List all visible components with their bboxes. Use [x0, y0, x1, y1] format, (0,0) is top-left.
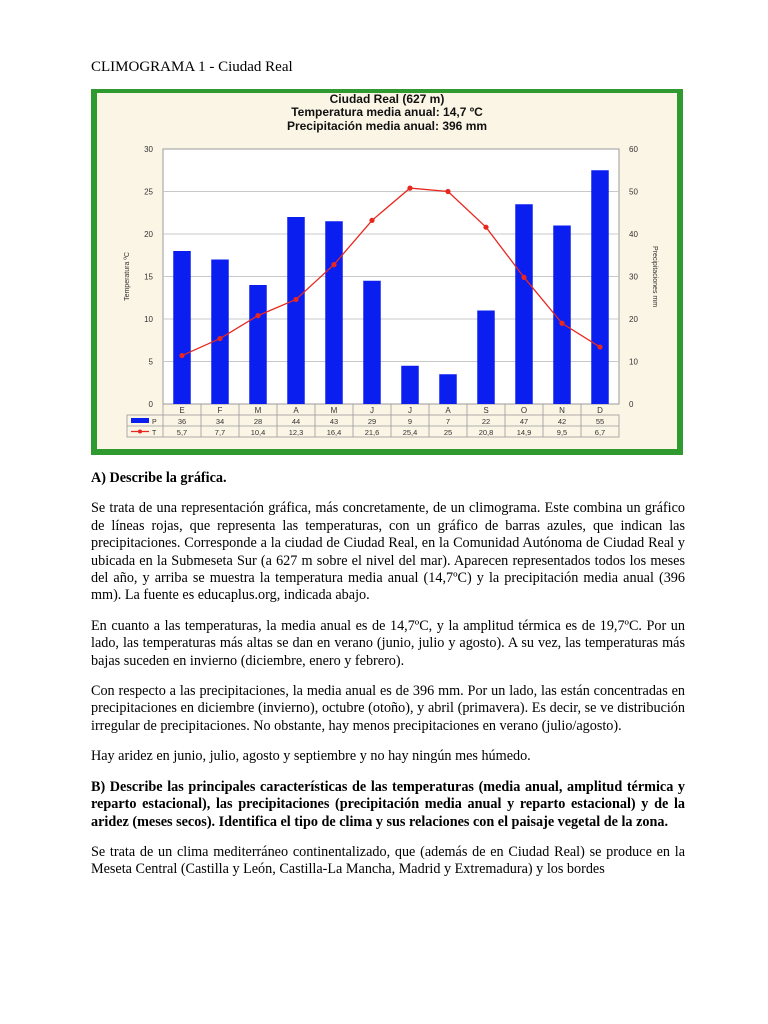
temperature-value-label: 5,7: [176, 428, 188, 437]
precipitation-value-label: 7: [445, 417, 451, 426]
climograph-svg: [97, 93, 677, 449]
temperature-point: [179, 353, 184, 358]
x-tick-label: E: [179, 406, 185, 415]
precipitation-value-label: 34: [215, 417, 225, 426]
precipitation-bar: [553, 226, 570, 405]
temperature-point: [445, 189, 450, 194]
precipitation-value-label: 44: [291, 417, 301, 426]
chart-title-line: Temperatura media anual: 14,7 ºC: [291, 105, 483, 119]
x-tick-label: M: [330, 406, 338, 415]
climograph: [97, 93, 677, 449]
temperature-value-label: 16,4: [326, 428, 342, 437]
legend-label: P: [152, 419, 157, 426]
temperature-value-label: 25,4: [402, 428, 418, 437]
precipitation-value-label: 36: [177, 417, 187, 426]
temperature-value-label: 21,6: [364, 428, 380, 437]
y-tick-label: 5: [148, 357, 153, 367]
precipitation-bar: [477, 311, 494, 405]
precipitation-value-label: 28: [253, 417, 263, 426]
temperature-value-label: 7,7: [214, 428, 226, 437]
y-tick-label: 30: [144, 145, 153, 154]
answer-paragraph: Se trata de un clima mediterráneo continentalizado, que (además de en Ciudad Real) se produce en la Meseta Central (Castilla y León, Castilla-La Mancha, Madrid y Extremadura) y los bordes: [91, 843, 685, 878]
x-tick-label: N: [559, 406, 565, 415]
temperature-value-label: 20,8: [478, 428, 494, 437]
temperature-point: [255, 313, 260, 318]
precipitation-value-label: 9: [407, 417, 413, 426]
y2-tick-label: 0: [629, 400, 634, 409]
y2-tick-label: 60: [629, 145, 638, 154]
legend-key-temperature-marker: [138, 430, 142, 434]
x-tick-label: J: [408, 406, 412, 415]
temperature-point: [597, 344, 602, 349]
document-heading: CLIMOGRAMA 1 - Ciudad Real: [91, 59, 293, 75]
y-tick-label: 25: [144, 187, 153, 197]
y-tick-label: 0: [148, 400, 153, 409]
temperature-point: [369, 218, 374, 223]
chart-title-line: Precipitación media anual: 396 mm: [286, 119, 488, 133]
temperature-value-label: 10,4: [250, 428, 266, 437]
precipitation-value-label: 43: [329, 417, 339, 426]
y2-tick-label: 10: [629, 357, 638, 367]
precipitation-value-label: 47: [519, 417, 529, 426]
temperature-point: [331, 262, 336, 267]
y2-tick-label: 40: [629, 230, 638, 239]
answer-paragraph: Con respecto a las precipitaciones, la media anual es de 396 mm. Por un lado, las están concentradas en precipitaciones en diciembre (invierno), octubre (otoño), y abril (primavera). Es decir, se ve distribución irregular de precipitaciones. No obstante, hay menos precipitaciones en verano (julio/agosto).: [91, 683, 685, 734]
temperature-point: [293, 297, 298, 302]
precipitation-bar: [515, 204, 532, 404]
question-heading: B) Describe las principales características de las temperaturas (media anual, amplitud térmica y reparto estacional), las precipitaciones (precipitación media anual y reparto estacional) y de la aridez (meses secos). Identifica el tipo de clima y sus relaciones con el paisaje vegetal de la zona.: [91, 778, 685, 830]
temperature-value-label: 6,7: [594, 428, 606, 437]
precipitation-bar: [287, 217, 304, 404]
precipitation-bar: [401, 366, 418, 404]
precipitation-bar: [211, 260, 228, 405]
precipitation-value-label: 29: [367, 417, 377, 426]
y-tick-label: 15: [144, 272, 153, 282]
answer-paragraph: Se trata de una representación gráfica, más concretamente, de un climograma. Este combina un gráfico de líneas rojas, que representa las temperaturas, con un gráfico de barras azules, que indican las precipitaciones. Corresponde a la ciudad de Ciudad Real, en la Comunidad Autónoma de Ciudad Real y ubicada en la Submeseta Sur (a 627 m sobre el nivel del mar). Aparecen representados todos los meses del año, y arriba se muestra la temperatura media anual (14,7ºC) y la precipitación media anual (396 mm). La fuente es educaplus.org, indicada abajo.: [91, 500, 685, 604]
precipitation-value-label: 55: [595, 417, 605, 426]
y-axis-label: Temperatura ºC: [124, 252, 131, 301]
y2-tick-label: 20: [629, 315, 638, 324]
temperature-value-label: 25: [443, 428, 453, 437]
x-tick-label: F: [217, 406, 223, 415]
answer-paragraph: Hay aridez en junio, julio, agosto y septiembre y no hay ningún mes húmedo.: [91, 748, 531, 765]
y-tick-label: 20: [144, 230, 153, 239]
precipitation-bar: [363, 281, 380, 404]
chart-title-line: Ciudad Real (627 m): [329, 93, 445, 106]
temperature-point: [217, 336, 222, 341]
x-tick-label: O: [520, 406, 528, 415]
y2-axis-label: Precipitaciones mm: [651, 245, 658, 308]
document-body: [91, 470, 685, 892]
x-tick-label: D: [597, 406, 603, 415]
temperature-point: [483, 225, 488, 230]
y-tick-label: 10: [144, 315, 153, 324]
precipitation-value-label: 42: [557, 417, 567, 426]
climograph-frame: [91, 89, 683, 455]
x-tick-label: M: [254, 406, 262, 415]
temperature-point: [521, 275, 526, 280]
temperature-value-label: 9,5: [556, 428, 568, 437]
y2-tick-label: 30: [629, 272, 638, 282]
precipitation-value-label: 22: [481, 417, 491, 426]
y2-tick-label: 50: [629, 187, 638, 197]
precipitation-bar: [173, 251, 190, 404]
x-tick-label: S: [483, 406, 489, 415]
precipitation-bar: [439, 374, 456, 404]
x-tick-label: A: [445, 406, 451, 415]
question-heading: A) Describe la gráfica.: [91, 470, 227, 486]
precipitation-bar: [591, 170, 608, 404]
temperature-value-label: 12,3: [288, 428, 304, 437]
legend-label: T: [152, 430, 157, 437]
x-tick-label: A: [293, 406, 299, 415]
precipitation-bar: [249, 285, 266, 404]
precipitation-bar: [325, 221, 342, 404]
temperature-value-label: 14,9: [516, 428, 532, 437]
legend-key-precipitation: [131, 418, 149, 423]
answer-paragraph: En cuanto a las temperaturas, la media anual es de 14,7ºC, y la amplitud térmica es de 19,7ºC. Por un lado, las temperaturas más altas se dan en verano (junio, julio y agosto). A su vez, las temperaturas más bajas suceden en invierno (diciembre, enero y febrero).: [91, 617, 685, 669]
x-tick-label: J: [370, 406, 374, 415]
temperature-point: [559, 321, 564, 326]
temperature-point: [407, 186, 412, 191]
